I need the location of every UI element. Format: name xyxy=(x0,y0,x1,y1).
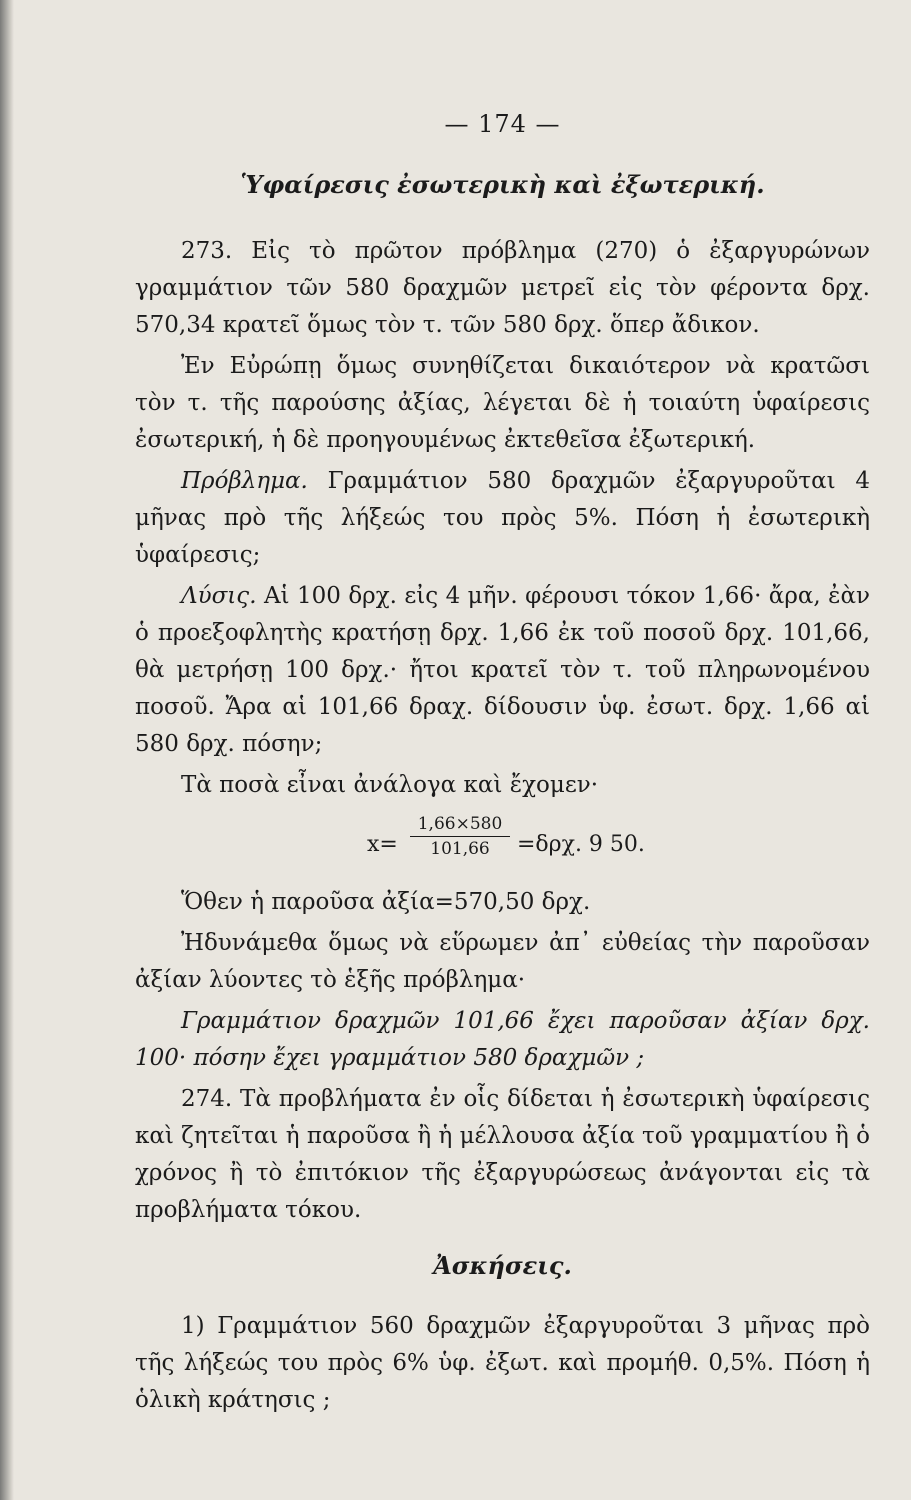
book-spine-shadow xyxy=(0,0,14,1500)
solution-label: Λύσις. xyxy=(181,583,257,609)
solution-text: Αἱ 100 δρχ. εἰς 4 μῆν. φέρουσι τόκον 1,66· ἄρα, ἐὰν ὁ προεξοφλητὴς κρατήσῃ δρχ. 1,66 ἐκ τοῦ ποσοῦ δρχ. 101,66, θὰ μετρήσῃ 100 δρχ.· ἤτοι κρατεῖ τὸν τ. τοῦ πληρωνομένου ποσοῦ. Ἄρα αἱ 101,66 δραχ. δίδουσιν ὑφ. ἐσωτ. δρχ. 1,66 αἱ 580 δρχ. πόσην; xyxy=(135,583,870,757)
problem-label: Πρόβλημα. xyxy=(181,468,308,494)
formula xyxy=(135,814,870,878)
paragraph-proportion: Τὰ ποσὰ εἶναι ἀνάλογα καὶ ἔχομεν· xyxy=(181,772,599,798)
page-number: — 174 — xyxy=(444,110,561,138)
paragraph-274: 274. Τὰ προβλήματα ἐν οἷς δίδεται ἡ ἐσωτερικὴ ὑφαίρεσις καὶ ζητεῖται ἡ παροῦσα ἢ ἡ μέλλουσα ἀξία τοῦ γραμματίου ἢ ὁ χρόνος ἢ τὸ ἐπιτόκιον τῆς ἐξαργυρώσεως ἀνάγονται εἰς τὰ προβλήματα τόκου. xyxy=(135,1086,870,1223)
paragraph-solution xyxy=(135,578,870,763)
paragraph-direct-method: Ἠδυνάμεθα ὅμως νὰ εὕρωμεν ἀπ᾽ εὐθείας τὴν παροῦσαν ἀξίαν λύοντες τὸ ἑξῆς πρόβλημα· xyxy=(135,930,870,993)
formula-variable: x= xyxy=(367,832,398,857)
paragraph-direct-problem: Γραμμάτιον δραχμῶν 101,66 ἔχει παροῦσαν ἀξίαν δρχ. 100· πόσην ἔχει γραμμάτιον 580 δραχμῶν ; xyxy=(135,1008,870,1071)
book-page xyxy=(135,110,870,1423)
paragraph-present-value: Ὅθεν ἡ παροῦσα ἀξία=570,50 δρχ. xyxy=(181,889,591,915)
paragraph-273: 273. Εἰς τὸ πρῶτον πρόβλημα (270) ὁ ἐξαργυρώνων γραμμάτιον τῶν 580 δραχμῶν μετρεῖ εἰς τὸν φέροντα δρχ. 570,34 κρατεῖ ὅμως τὸν τ. τῶν 580 δρχ. ὅπερ ἄδικον. xyxy=(135,238,870,338)
formula-numerator: 1,66×580 xyxy=(410,814,510,837)
formula-denominator: 101,66 xyxy=(430,839,490,859)
formula-fraction xyxy=(410,814,510,859)
paragraph-problem xyxy=(135,463,870,574)
section-heading: Ὑφαίρεσις ἐσωτερικὴ καὶ ἐξωτερική. xyxy=(240,170,765,199)
formula-result: =δρχ. 9 50. xyxy=(517,832,645,857)
exercise-1: 1) Γραμμάτιον 560 δραχμῶν ἐξαργυροῦται 3 μῆνας πρὸ τῆς λήξεώς του πρὸς 6% ὑφ. ἐξωτ. καὶ προμήθ. 0,5%. Πόση ἡ ὁλικὴ κράτησις ; xyxy=(135,1313,870,1413)
exercises-title: Ἀσκήσεις. xyxy=(433,1251,572,1280)
problem-text: Γραμμάτιον 580 δραχμῶν ἐξαργυροῦται 4 μῆνας πρὸ τῆς λήξεώς του πρὸς 5%. Πόση ἡ ἐσωτερικὴ ὑφαίρεσις; xyxy=(135,468,870,568)
paragraph-europe: Ἐν Εὐρώπῃ ὅμως συνηθίζεται δικαιότερον νὰ κρατῶσι τὸν τ. τῆς παρούσης ἀξίας, λέγεται δὲ ἡ τοιαύτη ὑφαίρεσις ἐσωτερική, ἡ δὲ προηγουμένως ἐκτεθεῖσα ἐξωτερική. xyxy=(135,353,870,453)
